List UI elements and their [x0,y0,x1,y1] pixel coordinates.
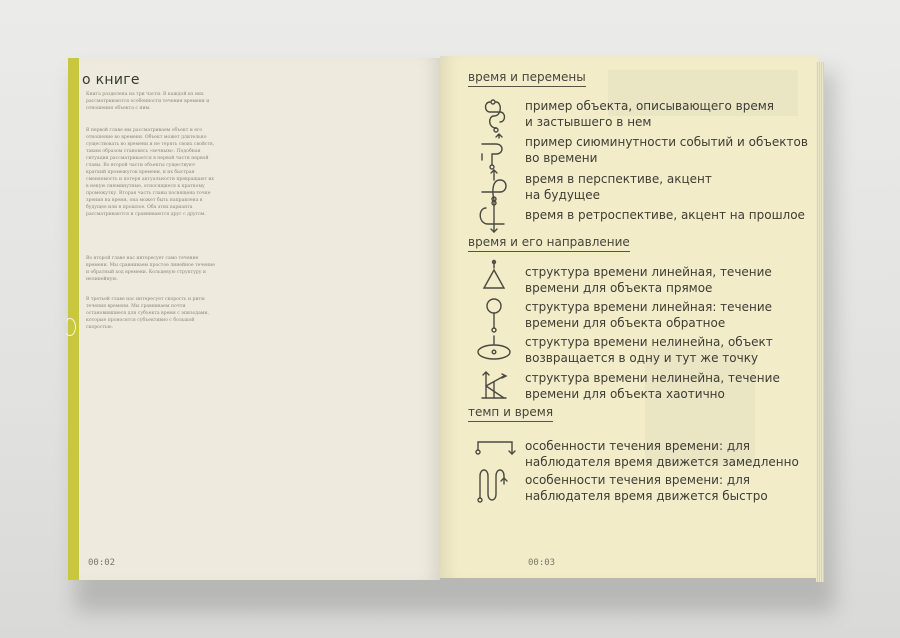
chaotic-lines-icon [472,364,518,408]
intro-paragraph-2: В первой главе мы рассматриваем объект и его отношение во времени. Объект может длительно существовать во времени и не терять своих свойств, таким образом становясь «вечным». Подобная ситуация рассматривается в первой части первой главы. Во второй части объекты существуют краткий промежуток времени, и их быстрая сменяемость и потеря актуальности превращают их в некую сиюминутные, относящиеся к краткому промежутку. Вторая часть главы посвящена точке зрения на время, она может быть направлена в будущее или в прошлое. Оба этих варианта рассматриваются и сравниваются друг с другом. [86,128,215,217]
item-line: времени для объекта прямое [525,281,713,295]
item-text-2-3 [525,334,773,366]
item-text-1-4 [525,207,805,223]
item-line: возвращается в одну и тут же точку [525,351,759,365]
item-line: пример объекта, описывающего время [525,99,775,113]
binding-thread [64,318,76,336]
item-line: времени для объекта хаотично [525,387,725,401]
intro-paragraph-3: Во второй главе нас интересует само течение времени. Мы сравниваем простое линейное течение и обратный ход времени. Кольцевую структуру и нелинейную. [86,256,215,282]
item-line: наблюдателя время движется быстро [525,489,768,503]
section-title-time-direction: время и его направление [468,235,630,249]
item-line: времени для объекта обратное [525,316,726,330]
item-text-2-1 [525,264,772,296]
item-line: пример сиюминутности событий и объектов [525,135,808,149]
intro-paragraph-4: В третьей главе нас интересует скорость и ритм течения времени. Мы сравниваем почти остановившиеся для субъекта время с эпизодами, которые проносятся субъективно с большой скоростью. [86,297,209,330]
backward-loop-arrow-icon [472,194,518,238]
item-line: время в ретроспективе, акцент на прошлое [525,208,805,222]
item-text-1-1 [525,98,774,130]
item-text-2-2 [525,299,772,331]
item-text-3-1 [525,438,799,470]
section-title-time-and-change: время и перемены [468,70,586,84]
fast-wave-arrow-icon [472,464,518,508]
item-line: структура времени нелинейна, течение [525,371,780,385]
page-edges [816,62,824,582]
page-number-right: 00:03 [528,558,556,568]
item-line: наблюдателя время движется замедленно [525,455,799,469]
item-line: во времени [525,151,598,165]
item-line: структура времени линейная, течение [525,265,772,279]
section-title-tempo: темп и время [468,405,554,419]
item-text-1-3 [525,171,712,203]
intro-paragraph-1: Книга разделена на три части. В каждой из них рассматриваются особенности течения времени и отношения объекта с ним. [86,92,210,111]
item-line: и застывшего в нем [525,115,652,129]
item-text-2-4 [525,370,780,402]
left-page-title: о книге [82,72,140,88]
item-text-3-2 [525,472,768,504]
item-line: особенности течения времени: для [525,473,751,487]
item-line: время в перспективе, акцент [525,172,712,186]
item-text-1-2 [525,134,808,166]
item-line: на будущее [525,188,600,202]
page-number-left: 00:02 [88,558,116,568]
item-line: особенности течения времени: для [525,439,751,453]
item-line: структура времени нелинейна, объект [525,335,773,349]
item-line: структура времени линейная: течение [525,300,773,314]
